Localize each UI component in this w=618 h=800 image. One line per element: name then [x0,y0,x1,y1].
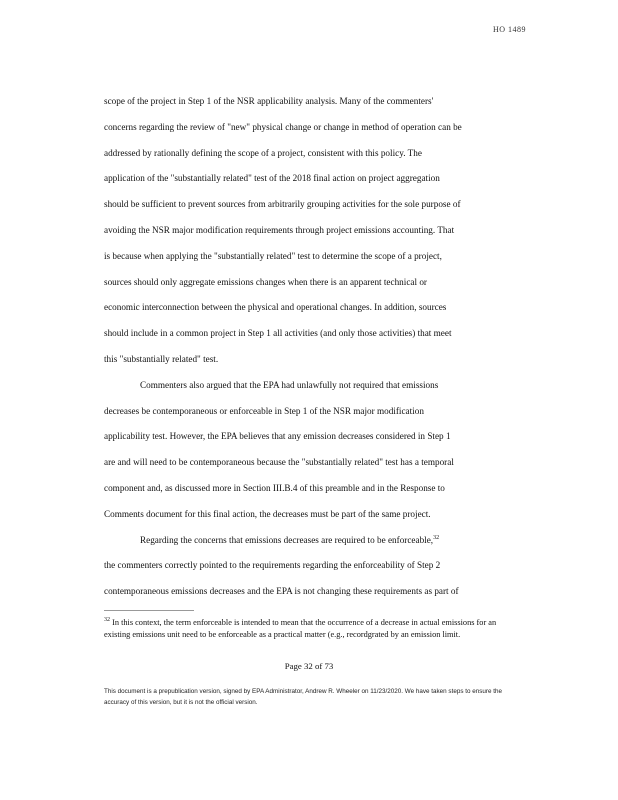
text-line: are and will need to be contemporaneous because the "substantially related" test has a temporal [104,457,454,468]
text-line: contemporaneous emissions decreases and the EPA is not changing these requirements as part of [104,586,459,597]
text-line: scope of the project in Step 1 of the NSR applicability analysis. Many of the commenters' [104,96,434,106]
text-line: should include in a common project in Step 1 all activities (and only those activities) that meet [104,328,452,339]
text-line: component and, as discussed more in Section III.B.4 of this preamble and in the Response to [104,482,445,493]
footnote [104,617,524,641]
text-line: the commenters correctly pointed to the requirements regarding the enforceability of Step 2 [104,560,441,571]
disclaimer: This document is a prepublication version, signed by EPA Administrator, Andrew R. Wheeler on 11/23/2020. We have taken steps to ensure the accuracy of this version, but it is not the official version. [104,688,502,706]
text-line: is because when applying the "substantially related" test to determine the scope of a project, [104,250,442,261]
page-number: Page 32 of 73 [284,661,334,671]
text-line: avoiding the NSR major modification requirements through project emissions accounting. That [104,224,455,235]
text-line: Comments document for this final action, the decreases must be part of the same project. [104,508,431,519]
text-line: should be sufficient to prevent sources from arbitrarily grouping activities for the sole purpose of [104,199,461,210]
text-line: applicability test. However, the EPA believes that any emission decreases considered in Step 1 [104,431,451,442]
text-line: Regarding the concerns that emissions decreases are required to be enforceable, [140,534,434,545]
text-line-with-footnote-ref [104,535,524,561]
text-line: this "substantially related" test. [104,353,219,364]
text-line: addressed by rationally defining the scope of a project, consistent with this policy. The [104,147,422,158]
body-text [104,96,524,612]
footnote-marker: 32 [104,617,110,624]
footnote-ref[interactable]: 32 [433,534,440,541]
text-line: concerns regarding the review of "new" physical change or change in method of operation can be [104,121,462,132]
footnote-divider [104,610,194,611]
text-line: decreases be contemporaneous or enforceable in Step 1 of the NSR major modification [104,405,424,416]
footnote-text: In this context, the term enforceable is intended to mean that the occurrence of a decrease in actual emissions for an existing emissions unit need to be enforceable as a practical matter (e.g., recordgrated by an emission limit. [104,618,497,639]
text-line: sources should only aggregate emissions changes when there is an apparent technical or [104,276,427,287]
document-id: HO 1489 [492,25,526,34]
text-line: application of the "substantially related" test of the 2018 final action on project aggregation [104,173,440,184]
text-line: Commenters also argued that the EPA had unlawfully not required that emissions [140,379,439,390]
text-line: economic interconnection between the physical and operational changes. In addition, sources [104,302,447,313]
